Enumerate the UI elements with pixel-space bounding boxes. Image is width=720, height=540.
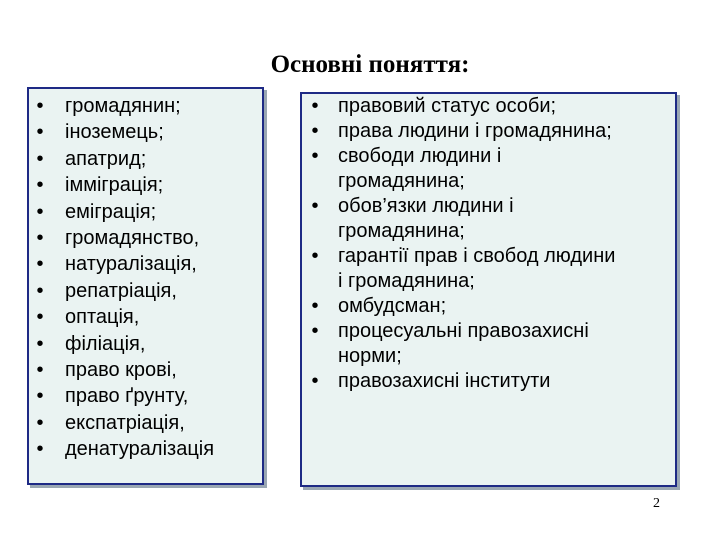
slide-title: Основні поняття: xyxy=(270,51,470,78)
list-item xyxy=(31,304,214,330)
bullet-icon: • xyxy=(311,95,319,117)
list-item-text: право крові, xyxy=(65,359,177,382)
bullet-icon: • xyxy=(36,332,44,355)
page-number: 2 xyxy=(653,496,660,511)
list-item-text: апатрид; xyxy=(65,147,147,170)
list-item-text: громадянин; xyxy=(65,95,181,117)
list-item xyxy=(306,144,615,194)
list-item-text-line-2: громадянина; xyxy=(338,170,465,192)
list-item xyxy=(306,294,615,319)
list-item xyxy=(31,93,214,119)
bullet-icon: • xyxy=(36,227,44,250)
bullet-icon: • xyxy=(311,195,319,217)
bullet-icon: • xyxy=(36,200,44,223)
bullet-icon: • xyxy=(36,253,44,276)
list-item-text: іноземець; xyxy=(65,121,164,144)
bullet-icon: • xyxy=(36,121,44,144)
list-item xyxy=(31,410,214,436)
list-item-text: громадянство, xyxy=(65,227,200,250)
list-item-text-line-1: гарантії прав і свобод людини xyxy=(338,245,616,267)
right-concepts-panel xyxy=(300,92,677,487)
list-item-text-line-2: норми; xyxy=(338,345,402,367)
bullet-icon: • xyxy=(36,385,44,408)
bullet-icon: • xyxy=(36,174,44,197)
list-item xyxy=(31,146,214,172)
list-item xyxy=(31,225,214,251)
list-item xyxy=(31,278,214,304)
list-item xyxy=(31,436,214,462)
right-concepts-list xyxy=(306,94,615,394)
list-item xyxy=(306,94,615,119)
list-item xyxy=(306,244,615,294)
list-item-text: еміграція; xyxy=(65,200,157,223)
list-item xyxy=(31,383,214,409)
list-item-text: право ґрунту, xyxy=(65,385,189,408)
bullet-icon: • xyxy=(36,147,44,170)
list-item-text: натуралізація, xyxy=(65,253,197,276)
bullet-icon: • xyxy=(36,411,44,434)
bullet-icon: • xyxy=(36,306,44,329)
list-item-text-line-2: громадянина; xyxy=(338,220,465,242)
list-item xyxy=(306,319,615,369)
list-item-text: денатуралізація xyxy=(65,438,215,461)
list-item xyxy=(306,119,615,144)
list-item-text: репатріація, xyxy=(65,279,177,302)
list-item-text: омбудсман; xyxy=(338,295,447,317)
bullet-icon: • xyxy=(36,438,44,461)
list-item xyxy=(31,119,214,145)
bullet-icon: • xyxy=(311,320,319,342)
list-item-text-line-1: свободи людини і xyxy=(338,145,502,167)
list-item-text-line-1: обов’язки людини і xyxy=(338,195,514,217)
bullet-icon: • xyxy=(311,370,319,392)
list-item xyxy=(306,194,615,244)
list-item xyxy=(31,199,214,225)
bullet-icon: • xyxy=(311,245,319,267)
bullet-icon: • xyxy=(311,120,319,142)
list-item-text: правозахисні інститути xyxy=(338,370,551,392)
list-item-text: імміграція; xyxy=(65,174,164,197)
list-item-text: оптація, xyxy=(65,306,140,329)
left-concepts-panel xyxy=(27,87,264,485)
list-item xyxy=(31,357,214,383)
bullet-icon: • xyxy=(36,95,44,117)
bullet-icon: • xyxy=(311,295,319,317)
list-item-text: філіація, xyxy=(65,332,146,355)
list-item-text-line-2: і громадянина; xyxy=(338,270,475,292)
list-item-text: експатріація, xyxy=(65,411,185,434)
list-item xyxy=(306,369,615,394)
list-item-text-line-1: процесуальні правозахисні xyxy=(338,320,589,342)
bullet-icon: • xyxy=(36,279,44,302)
list-item xyxy=(31,331,214,357)
bullet-icon: • xyxy=(311,145,319,167)
list-item-text: правовий статус особи; xyxy=(338,95,557,117)
left-concepts-list xyxy=(31,93,214,463)
bullet-icon: • xyxy=(36,359,44,382)
list-item xyxy=(31,251,214,277)
list-item-text: права людини і громадянина; xyxy=(338,120,612,142)
list-item xyxy=(31,172,214,198)
